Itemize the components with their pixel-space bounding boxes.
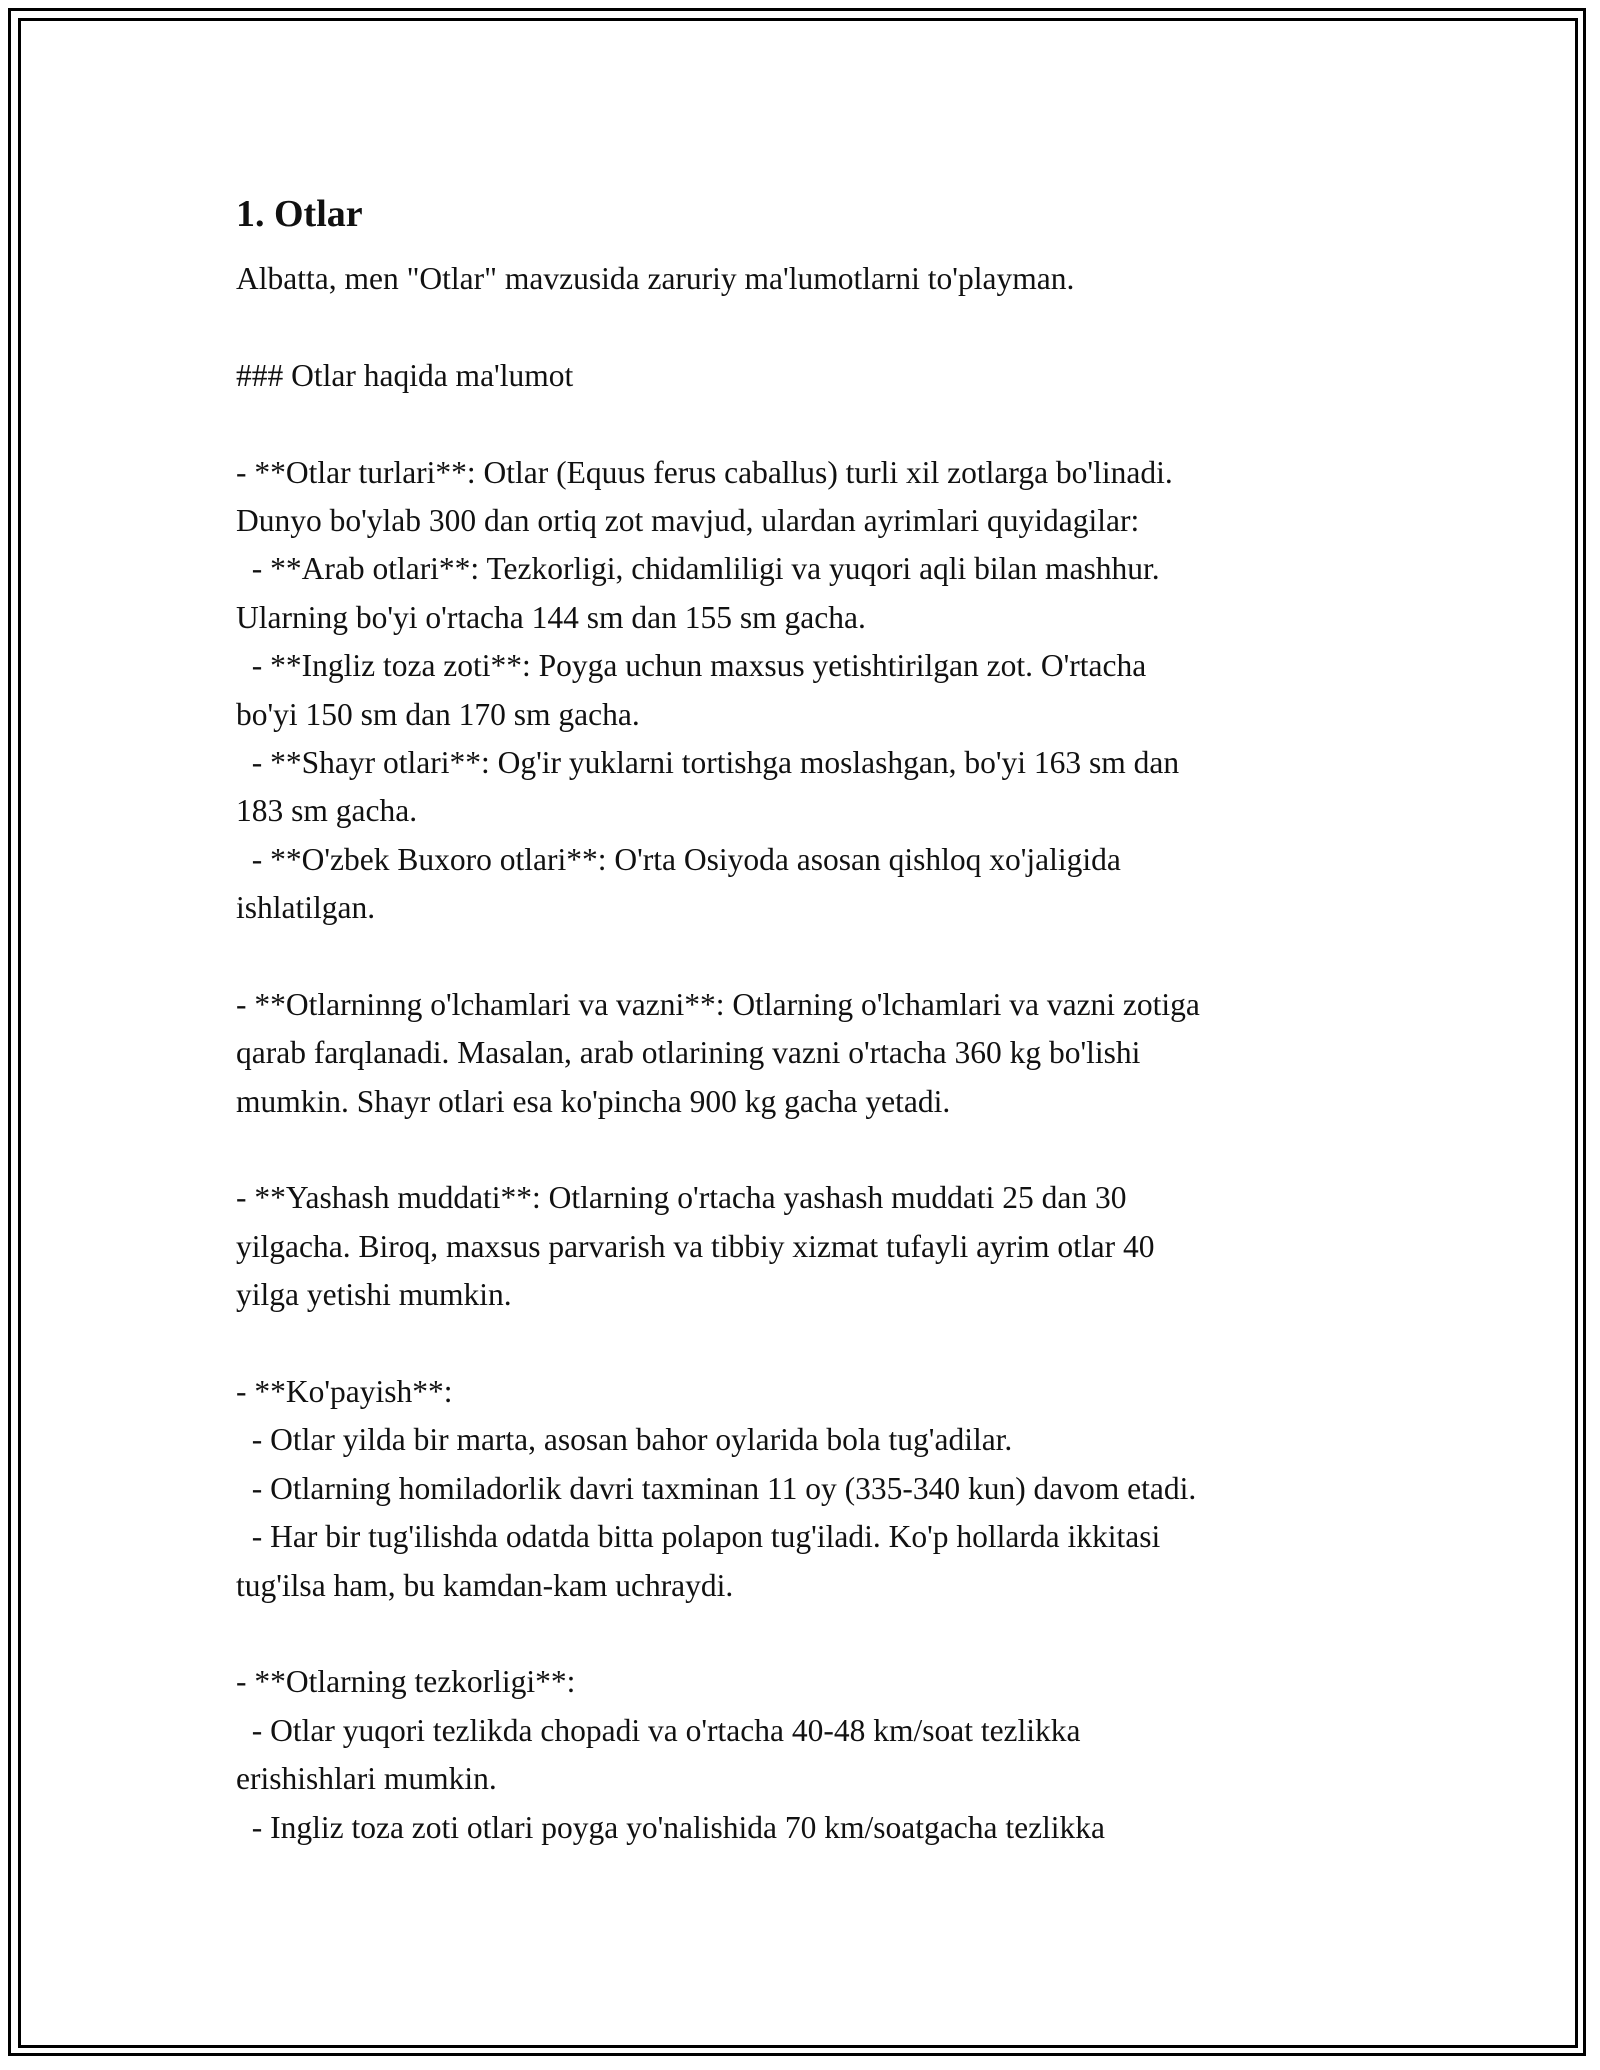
text-line: ishlatilgan. [236,890,376,926]
text-line: 183 sm gacha. [236,793,418,829]
blank-line [236,400,1376,448]
text-line: - **Otlar turlari**: Otlar (Equus ferus caballus) turli xil zotlarga bo'linadi. [236,454,1173,490]
text-line: bo'yi 150 sm dan 170 sm gacha. [236,696,640,732]
text-line: - **Arab otlari**: Tezkorligi, chidamliligi va yuqori aqli bilan mashhur. [236,551,1160,587]
text-line: mumkin. Shayr otlari esa ko'pincha 900 kg gacha yetadi. [236,1083,951,1119]
text-line: yilga yetishi mumkin. [236,1277,512,1313]
blank-line [236,1126,1376,1174]
text-line: - **Ko'payish**: [236,1373,453,1409]
text-line: - Otlarning homiladorlik davri taxminan 11 oy (335-340 kun) davom etadi. [236,1470,1197,1506]
text-line: - **Shayr otlari**: Og'ir yuklarni tortishga moslashgan, bo'yi 163 sm dan [236,744,1180,780]
text-line: - **Ingliz toza zoti**: Poyga uchun maxsus yetishtirilgan zot. O'rtacha [236,648,1147,684]
text-line: Dunyo bo'ylab 300 dan ortiq zot mavjud, ulardan ayrimlari quyidagilar: [236,502,1140,538]
text-line: erishishlari mumkin. [236,1761,497,1797]
text-line: ### Otlar haqida ma'lumot [236,357,574,393]
text-line: - **Otlarning tezkorligi**: [236,1664,576,1700]
text-line: - **Otlarninng o'lchamlari va vazni**: Otlarning o'lchamlari va vazni zotiga [236,986,1200,1022]
text-line: - Otlar yilda bir marta, asosan bahor oylarida bola tug'adilar. [236,1422,1013,1458]
text-line: qarab farqlanadi. Masalan, arab otlarining vazni o'rtacha 360 kg bo'lishi [236,1035,1141,1071]
text-line: yilgacha. Biroq, maxsus parvarish va tibbiy xizmat tufayli ayrim otlar 40 [236,1228,1155,1264]
text-line: - Har bir tug'ilishda odatda bitta polapon tug'iladi. Ko'p hollarda ikkitasi [236,1519,1161,1555]
text-line: Ularning bo'yi o'rtacha 144 sm dan 155 sm gacha. [236,599,866,635]
text-line: - Ingliz toza zoti otlari poyga yo'nalishida 70 km/soatgacha tezlikka [236,1809,1106,1845]
document-content [236,185,1376,1852]
blank-line [236,1610,1376,1658]
blank-line [236,1320,1376,1368]
document-body [236,255,1376,1852]
text-line: - **Yashash muddati**: Otlarning o'rtacha yashash muddati 25 dan 30 [236,1180,1127,1216]
text-line: Albatta, men "Otlar" mavzusida zaruriy ma'lumotlarni to'playman. [236,261,1075,296]
blank-line [236,932,1376,980]
text-line: tug'ilsa ham, bu kamdan-kam uchraydi. [236,1567,734,1603]
text-line: - **O'zbek Buxoro otlari**: O'rta Osiyoda asosan qishloq xo'jaligida [236,841,1121,877]
document-title: 1. Otlar [236,193,363,235]
text-line: - Otlar yuqori tezlikda chopadi va o'rtacha 40-48 km/soat tezlikka [236,1712,1081,1748]
blank-line [236,303,1376,351]
